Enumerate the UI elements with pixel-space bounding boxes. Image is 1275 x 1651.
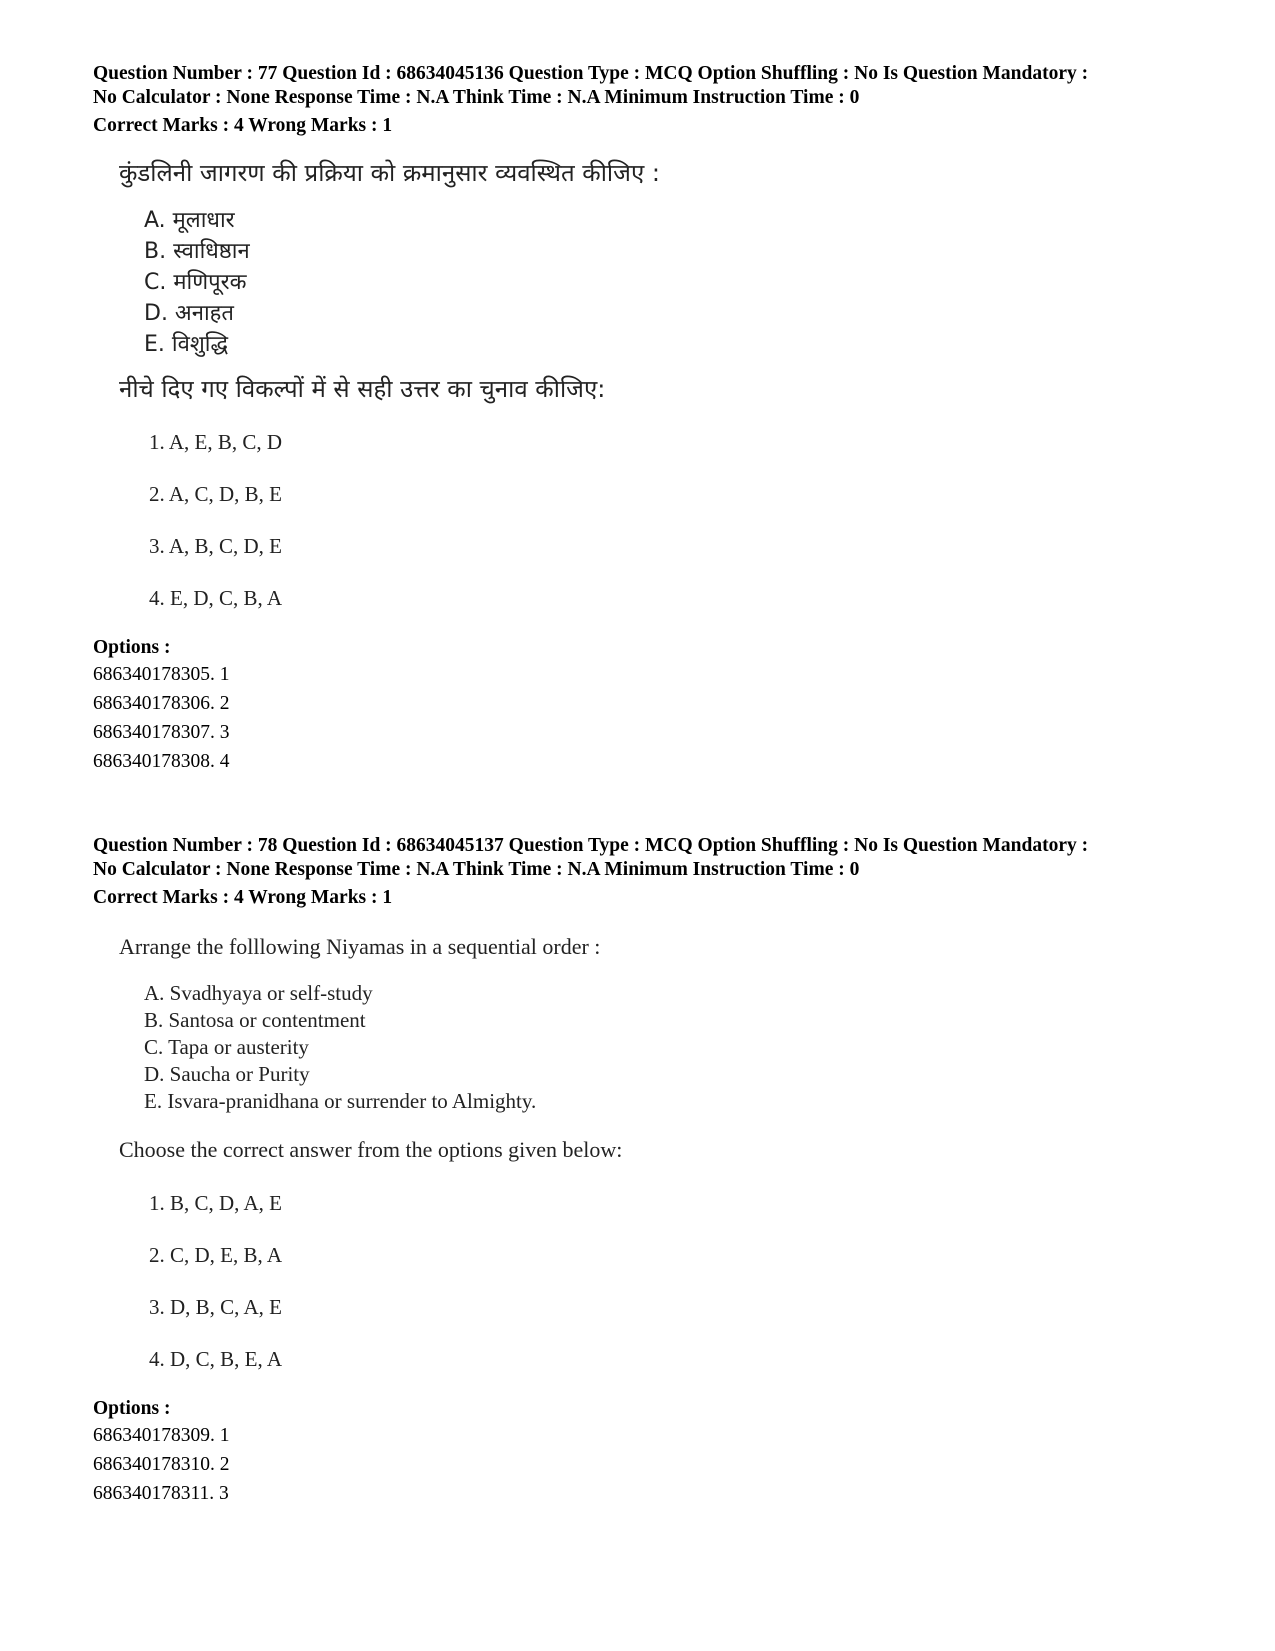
list-item: A. Svadhyaya or self-study xyxy=(144,981,373,1005)
list-item: C. मणिपूरक xyxy=(144,270,247,295)
question-body-image xyxy=(119,158,1213,624)
question-stem: कुंडलिनी जागरण की प्रक्रिया को क्रमानुसार व्यवस्थित कीजिए : xyxy=(119,159,660,187)
question-meta-line2: No Calculator : None Response Time : N.A Think Time : N.A Minimum Instruction Time : 0 xyxy=(93,87,860,108)
list-item: C. Tapa or austerity xyxy=(144,1035,309,1059)
option-row: 686340178306. 2 xyxy=(93,693,230,714)
question-meta xyxy=(93,834,1213,882)
question-instruction: नीचे दिए गए विकल्पों में से सही उत्तर का चुनाव कीजिए: xyxy=(119,375,606,403)
item-list xyxy=(144,980,1213,1115)
question-instruction: Choose the correct answer from the options given below: xyxy=(119,1137,623,1162)
option-row: 686340178310. 2 xyxy=(93,1454,230,1475)
options-list xyxy=(93,1421,1213,1508)
question-meta-line1: Question Number : 78 Question Id : 68634045137 Question Type : MCQ Option Shuffling : No Is Question Mandatory : xyxy=(93,835,1089,856)
question-meta-line1: Question Number : 77 Question Id : 68634045136 Question Type : MCQ Option Shuffling : No Is Question Mandatory : xyxy=(93,63,1089,84)
list-item: E. विशुद्धि xyxy=(144,332,229,357)
question-marks: Correct Marks : 4 Wrong Marks : 1 xyxy=(93,115,393,136)
question-78 xyxy=(93,834,1213,1508)
question-77 xyxy=(93,62,1213,776)
answer-choice: 3. D, B, C, A, E xyxy=(149,1295,283,1319)
option-row: 686340178311. 3 xyxy=(93,1483,229,1504)
list-item: A. मूलाधार xyxy=(144,208,235,233)
answer-choice-list xyxy=(149,416,1213,624)
answer-choice: 1. A, E, B, C, D xyxy=(149,430,283,454)
answer-choice: 2. A, C, D, B, E xyxy=(149,482,283,506)
list-item: D. अनाहत xyxy=(144,301,234,326)
option-row: 686340178309. 1 xyxy=(93,1425,230,1446)
option-row: 686340178308. 4 xyxy=(93,751,230,772)
list-item: E. Isvara-pranidhana or surrender to Almighty. xyxy=(144,1089,537,1113)
answer-choice: 1. B, C, D, A, E xyxy=(149,1191,283,1215)
option-row: 686340178305. 1 xyxy=(93,664,230,685)
question-meta xyxy=(93,62,1213,110)
question-body-image xyxy=(119,932,1213,1385)
list-item: B. स्वाधिष्ठान xyxy=(144,239,250,264)
options-list xyxy=(93,660,1213,776)
question-meta-line2: No Calculator : None Response Time : N.A Think Time : N.A Minimum Instruction Time : 0 xyxy=(93,859,860,880)
list-item: B. Santosa or contentment xyxy=(144,1008,366,1032)
answer-choice: 4. E, D, C, B, A xyxy=(149,586,283,610)
question-stem: Arrange the folllowing Niyamas in a sequential order : xyxy=(119,934,601,959)
list-item: D. Saucha or Purity xyxy=(144,1062,310,1086)
option-row: 686340178307. 3 xyxy=(93,722,230,743)
options-heading: Options : xyxy=(93,637,171,658)
answer-choice-list xyxy=(149,1177,1213,1385)
answer-choice: 2. C, D, E, B, A xyxy=(149,1243,283,1267)
options-heading: Options : xyxy=(93,1398,171,1419)
answer-choice: 4. D, C, B, E, A xyxy=(149,1347,283,1371)
question-marks: Correct Marks : 4 Wrong Marks : 1 xyxy=(93,887,393,908)
answer-choice: 3. A, B, C, D, E xyxy=(149,534,283,558)
item-list xyxy=(144,205,1213,360)
